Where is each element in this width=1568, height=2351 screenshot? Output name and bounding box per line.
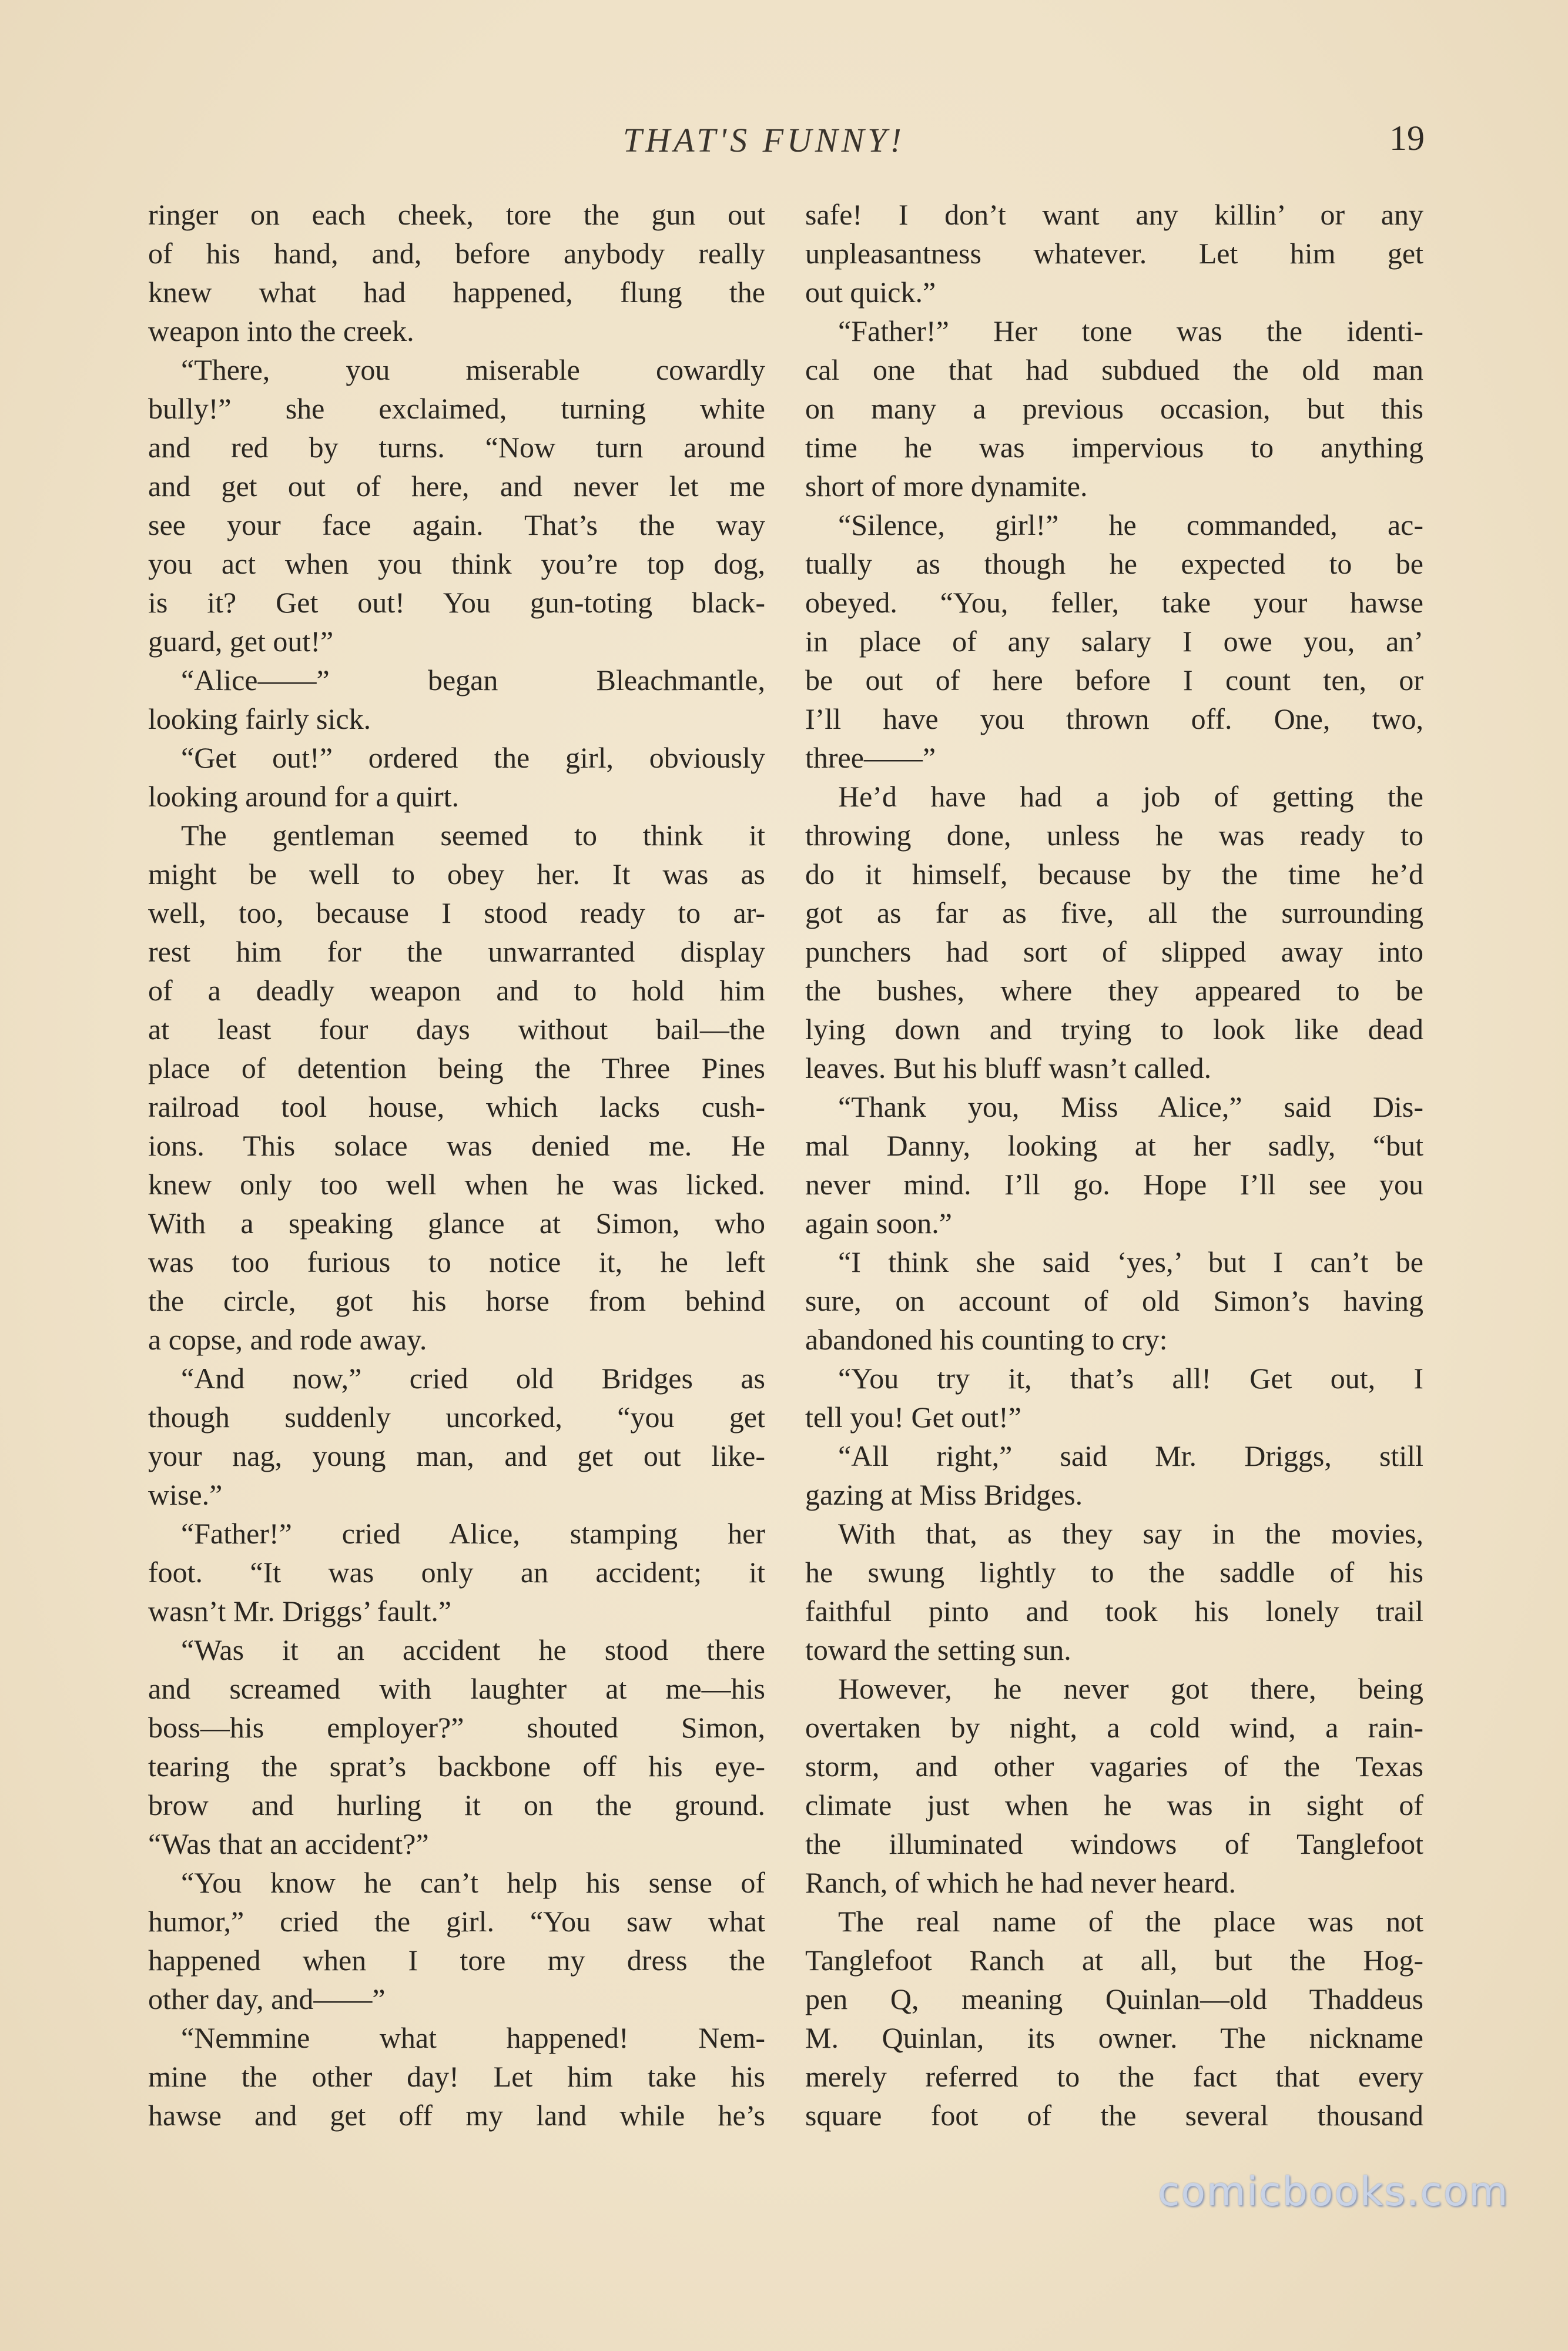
- text-line: “Thank you, Miss Alice,” said Dis-: [838, 1090, 1423, 1123]
- text-line: place of detention being the Three Pines: [148, 1051, 765, 1084]
- text-line: looking around for a quirt.: [148, 780, 460, 813]
- text-line: foot. “It was only an accident; it: [148, 1556, 765, 1589]
- text-line: “Get out!” ordered the girl, obviously: [181, 741, 765, 774]
- running-head: [0, 120, 1568, 168]
- text-line: ringer on each cheek, tore the gun out: [148, 198, 765, 231]
- text-line: “Father!” Her tone was the identi-: [838, 314, 1423, 347]
- text-line: your nag, young man, and get out like-: [148, 1439, 765, 1472]
- text-line: never mind. I’ll go. Hope I’ll see you: [805, 1168, 1423, 1201]
- text-line: However, he never got there, being: [838, 1672, 1423, 1705]
- text-line: merely referred to the fact that every: [805, 2060, 1423, 2093]
- text-line: wasn’t Mr. Driggs’ fault.”: [148, 1595, 452, 1627]
- text-line: at least four days without bail—the: [148, 1013, 765, 1046]
- text-line: tually as though he expected to be: [805, 547, 1423, 580]
- text-line: a copse, and rode away.: [148, 1323, 427, 1356]
- text-line: knew what had happened, flung the: [148, 276, 765, 309]
- text-line: “Father!” cried Alice, stamping her: [181, 1517, 765, 1550]
- text-line: gazing at Miss Bridges.: [805, 1478, 1083, 1511]
- text-line: out quick.”: [805, 276, 936, 309]
- text-line: might be well to obey her. It was as: [148, 858, 765, 890]
- text-line: and screamed with laughter at me—his: [148, 1672, 765, 1705]
- text-line: well, too, because I stood ready to ar-: [148, 896, 765, 929]
- text-line: “Alice——” began Bleachmantle,: [181, 664, 765, 696]
- text-line: of his hand, and, before anybody really: [148, 237, 765, 270]
- text-line: “And now,” cried old Bridges as: [181, 1362, 765, 1395]
- text-line: “There, you miserable cowardly: [181, 353, 765, 386]
- text-line: toward the setting sun.: [805, 1633, 1071, 1666]
- text-line: short of more dynamite.: [805, 470, 1088, 503]
- text-line: pen Q, meaning Quinlan—old Thaddeus: [805, 1982, 1423, 2015]
- text-line: is it? Get out! You gun-toting black-: [148, 586, 765, 619]
- text-line: The real name of the place was not: [838, 1905, 1423, 1938]
- text-line: guard, get out!”: [148, 625, 334, 658]
- text-line: “I think she said ‘yes,’ but I can’t be: [838, 1245, 1423, 1278]
- text-line: “Silence, girl!” he commanded, ac-: [838, 508, 1423, 541]
- text-line: “All right,” said Mr. Driggs, still: [838, 1439, 1423, 1472]
- text-line: happened when I tore my dress the: [148, 1944, 765, 1977]
- page-number: 19: [1389, 119, 1425, 158]
- text-line: sure, on account of old Simon’s having: [805, 1284, 1423, 1317]
- text-line: “Was it an accident he stood there: [181, 1633, 765, 1666]
- text-line: do it himself, because by the time he’d: [805, 858, 1423, 890]
- text-line: and get out of here, and never let me: [148, 470, 765, 503]
- text-line: the circle, got his horse from behind: [148, 1284, 765, 1317]
- text-line: obeyed. “You, feller, take your hawse: [805, 586, 1423, 619]
- text-line: of a deadly weapon and to hold him: [148, 974, 765, 1007]
- text-line: tearing the sprat’s backbone off his eye-: [148, 1750, 765, 1783]
- text-line: square foot of the several thousand: [805, 2099, 1423, 2132]
- text-line: again soon.”: [805, 1207, 952, 1240]
- text-line: “Nemmine what happened! Nem-: [181, 2021, 765, 2054]
- text-line: Ranch, of which he had never heard.: [805, 1866, 1237, 1899]
- left-text-column: [148, 195, 765, 2135]
- text-line: brow and hurling it on the ground.: [148, 1789, 765, 1821]
- text-line: see your face again. That’s the way: [148, 508, 765, 541]
- text-line: tell you! Get out!”: [805, 1401, 1021, 1434]
- text-line: the illuminated windows of Tanglefoot: [805, 1827, 1423, 1860]
- text-line: knew only too well when he was licked.: [148, 1168, 765, 1201]
- text-line: hawse and get off my land while he’s: [148, 2099, 765, 2132]
- text-line: faithful pinto and took his lonely trail: [805, 1595, 1423, 1627]
- text-line: He’d have had a job of getting the: [838, 780, 1423, 813]
- text-line: ions. This solace was denied me. He: [148, 1129, 765, 1162]
- text-line: bully!” she exclaimed, turning white: [148, 392, 765, 425]
- text-line: mal Danny, looking at her sadly, “but: [805, 1129, 1423, 1162]
- text-line: other day, and——”: [148, 1982, 386, 2015]
- text-line: rest him for the unwarranted display: [148, 935, 765, 968]
- text-line: railroad tool house, which lacks cush-: [148, 1090, 765, 1123]
- text-line: “You know he can’t help his sense of: [181, 1866, 765, 1899]
- text-line: M. Quinlan, its owner. The nickname: [805, 2021, 1423, 2054]
- text-line: boss—his employer?” shouted Simon,: [148, 1711, 765, 1744]
- text-line: lying down and trying to look like dead: [805, 1013, 1423, 1046]
- text-line: I’ll have you thrown off. One, two,: [805, 702, 1423, 735]
- text-line: looking fairly sick.: [148, 702, 371, 735]
- text-line: you act when you think you’re top dog,: [148, 547, 765, 580]
- text-line: and red by turns. “Now turn around: [148, 431, 765, 464]
- text-line: in place of any salary I owe you, an’: [805, 625, 1423, 658]
- text-line: though suddenly uncorked, “you get: [148, 1401, 765, 1434]
- text-line: the bushes, where they appeared to be: [805, 974, 1423, 1007]
- watermark-logo: comicbooks.com: [1158, 2169, 1509, 2215]
- text-line: on many a previous occasion, but this: [805, 392, 1423, 425]
- text-line: The gentleman seemed to think it: [181, 819, 765, 852]
- text-line: throwing done, unless he was ready to: [805, 819, 1423, 852]
- text-line: abandoned his counting to cry:: [805, 1323, 1168, 1356]
- text-line: leaves. But his bluff wasn’t called.: [805, 1051, 1212, 1084]
- text-line: mine the other day! Let him take his: [148, 2060, 765, 2093]
- text-line: weapon into the creek.: [148, 314, 414, 347]
- text-line: overtaken by night, a cold wind, a rain-: [805, 1711, 1423, 1744]
- text-line: got as far as five, all the surrounding: [805, 896, 1423, 929]
- right-text-column: [805, 195, 1423, 2135]
- text-line: safe! I don’t want any killin’ or any: [805, 198, 1423, 231]
- text-line: unpleasantness whatever. Let him get: [805, 237, 1423, 270]
- text-line: wise.”: [148, 1478, 223, 1511]
- text-line: “Was that an accident?”: [148, 1827, 429, 1860]
- text-line: time he was impervious to anything: [805, 431, 1423, 464]
- text-line: three——”: [805, 741, 936, 774]
- text-line: With that, as they say in the movies,: [838, 1517, 1423, 1550]
- text-line: be out of here before I count ten, or: [805, 664, 1423, 696]
- text-line: Tanglefoot Ranch at all, but the Hog-: [805, 1944, 1423, 1977]
- text-line: he swung lightly to the saddle of his: [805, 1556, 1423, 1589]
- text-line: storm, and other vagaries of the Texas: [805, 1750, 1423, 1783]
- text-line: With a speaking glance at Simon, who: [148, 1207, 765, 1240]
- text-line: climate just when he was in sight of: [805, 1789, 1423, 1821]
- text-line: punchers had sort of slipped away into: [805, 935, 1423, 968]
- text-line: cal one that had subdued the old man: [805, 353, 1423, 386]
- running-title: THAT'S FUNNY!: [623, 121, 905, 159]
- text-line: humor,” cried the girl. “You saw what: [148, 1905, 765, 1938]
- text-line: was too furious to notice it, he left: [148, 1245, 765, 1278]
- text-line: “You try it, that’s all! Get out, I: [838, 1362, 1423, 1395]
